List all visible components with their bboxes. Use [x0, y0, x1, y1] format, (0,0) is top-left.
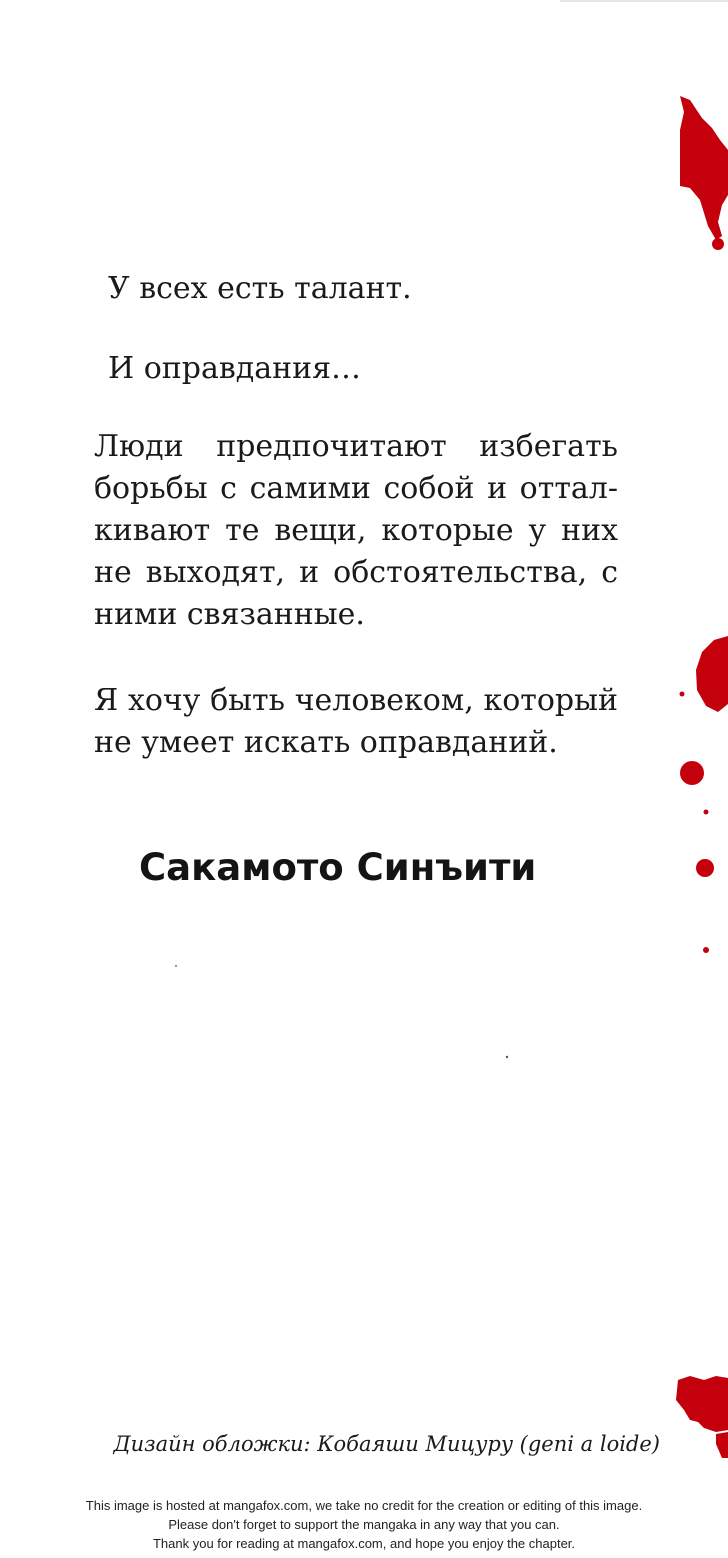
- blood-drop: [696, 859, 714, 877]
- blood-drop: [680, 692, 685, 697]
- blood-splatter-bottom-2: [716, 1432, 728, 1458]
- blood-drop: [704, 810, 709, 815]
- hosting-notice-line: Please don't forget to support the mangaka in any way that you can.: [168, 1517, 560, 1532]
- quote-author: Сакамото Синъити: [139, 846, 537, 889]
- blood-splatter-middle: [696, 636, 728, 712]
- paragraph-line: Люди предпочитают избегать: [94, 429, 618, 464]
- hosting-notice: [0, 1496, 728, 1553]
- blood-splatter-bottom: [676, 1376, 728, 1432]
- quote-paragraph-1: [94, 426, 618, 636]
- paragraph-line: Я хочу быть человеком, который: [94, 683, 618, 718]
- hosting-notice-line: This image is hosted at mangafox.com, we take no credit for the creation or editing of this image.: [85, 1498, 643, 1513]
- blood-drop: [680, 761, 704, 785]
- blood-drop: [703, 947, 709, 953]
- hosting-notice-line: Thank you for reading at mangafox.com, and hope you enjoy the chapter.: [152, 1536, 576, 1551]
- cover-design-credit: Дизайн обложки: Кобаяши Мицуру (geni a loide): [113, 1432, 660, 1456]
- quote-line-talent: У всех есть талант.: [108, 271, 412, 306]
- blood-splatter-top: [680, 96, 728, 240]
- top-edge-line: [560, 0, 728, 2]
- quote-line-excuses: И оправдания…: [108, 351, 362, 386]
- blood-drop: [712, 238, 724, 250]
- paragraph-line: не умеет искать оправданий.: [94, 725, 558, 760]
- paragraph-line: ними связанные.: [94, 597, 365, 632]
- quote-paragraph-2: [94, 680, 618, 764]
- paragraph-line: борьбы с самими собой и оттал-: [94, 471, 618, 506]
- paragraph-line: не выходят, и обстоятельства, с: [94, 555, 618, 590]
- paragraph-line: кивают те вещи, которые у них: [94, 513, 618, 548]
